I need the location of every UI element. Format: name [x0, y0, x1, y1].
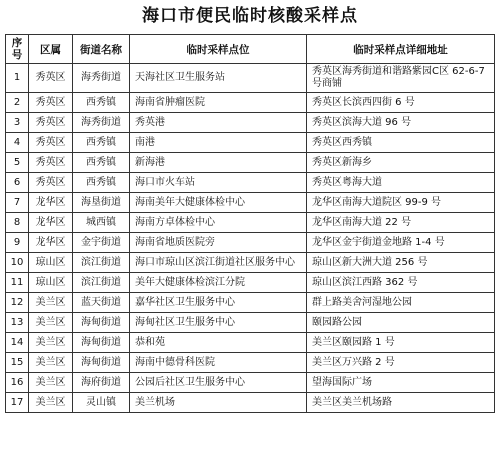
cell-site: 南港: [130, 133, 307, 153]
cell-district: 秀英区: [29, 113, 73, 133]
cell-site: 美兰机场: [130, 393, 307, 413]
cell-district: 琼山区: [29, 273, 73, 293]
table-row: [6, 373, 495, 393]
cell-no: 1: [6, 64, 29, 93]
cell-address: 秀英区海秀街道和谐路紫园C区 62-6-7号商铺: [307, 64, 495, 93]
page-title: 海口市便民临时核酸采样点: [142, 6, 358, 26]
table-row: [6, 64, 495, 93]
header-site: 临时采样点位: [130, 35, 307, 64]
cell-street: 滨江街道: [73, 253, 130, 273]
cell-no: 8: [6, 213, 29, 233]
cell-site: 海口市火车站: [130, 173, 307, 193]
cell-street: 西秀镇: [73, 93, 130, 113]
cell-district: 美兰区: [29, 353, 73, 373]
table-row: [6, 153, 495, 173]
cell-site: 海甸社区卫生服务中心: [130, 313, 307, 333]
header-no-label: 序号: [11, 37, 23, 61]
cell-address: 美兰区美兰机场路: [307, 393, 495, 413]
cell-address: 美兰区颐园路 1 号: [307, 333, 495, 353]
cell-no: 13: [6, 313, 29, 333]
table-row: [6, 133, 495, 153]
cell-district: 秀英区: [29, 64, 73, 93]
cell-street: 海甸街道: [73, 333, 130, 353]
cell-district: 秀英区: [29, 93, 73, 113]
cell-address: 龙华区南海大道院区 99-9 号: [307, 193, 495, 213]
cell-district: 美兰区: [29, 333, 73, 353]
cell-no: 4: [6, 133, 29, 153]
cell-no: 11: [6, 273, 29, 293]
table-row: [6, 253, 495, 273]
cell-street: 蓝天街道: [73, 293, 130, 313]
cell-address: 龙华区金宇街道金地路 1-4 号: [307, 233, 495, 253]
table-body: [6, 64, 495, 413]
cell-address: 秀英区西秀镇: [307, 133, 495, 153]
cell-street: 西秀镇: [73, 133, 130, 153]
cell-address: 秀英区新海乡: [307, 153, 495, 173]
table-row: [6, 393, 495, 413]
cell-site: 美年大健康体检滨江分院: [130, 273, 307, 293]
cell-street: 城西镇: [73, 213, 130, 233]
table-row: [6, 193, 495, 213]
cell-address: 龙华区南海大道 22 号: [307, 213, 495, 233]
cell-site: 海南美年大健康体检中心: [130, 193, 307, 213]
cell-street: 海秀街道: [73, 64, 130, 93]
cell-district: 秀英区: [29, 153, 73, 173]
cell-site: 嘉华社区卫生服务中心: [130, 293, 307, 313]
cell-address: 群上路美舍河湿地公园: [307, 293, 495, 313]
cell-no: 7: [6, 193, 29, 213]
cell-district: 美兰区: [29, 393, 73, 413]
header-no: [6, 35, 29, 64]
cell-site: 海南方卓体检中心: [130, 213, 307, 233]
cell-site: 新海港: [130, 153, 307, 173]
cell-site: 海口市琼山区滨江街道社区服务中心: [130, 253, 307, 273]
cell-street: 海甸街道: [73, 313, 130, 333]
cell-district: 美兰区: [29, 293, 73, 313]
cell-no: 2: [6, 93, 29, 113]
table-header-row: [6, 35, 495, 64]
cell-district: 美兰区: [29, 373, 73, 393]
cell-district: 秀英区: [29, 133, 73, 153]
cell-address: 美兰区万兴路 2 号: [307, 353, 495, 373]
cell-street: 西秀镇: [73, 173, 130, 193]
cell-address: 秀英区粤海大道: [307, 173, 495, 193]
cell-street: 海秀街道: [73, 113, 130, 133]
cell-site: 秀英港: [130, 113, 307, 133]
table-row: [6, 293, 495, 313]
cell-no: 5: [6, 153, 29, 173]
header-street: 街道名称: [73, 35, 130, 64]
table-row: [6, 93, 495, 113]
table-row: [6, 173, 495, 193]
cell-street: 金宇街道: [73, 233, 130, 253]
cell-district: 琼山区: [29, 253, 73, 273]
cell-address: 颐园路公园: [307, 313, 495, 333]
cell-no: 12: [6, 293, 29, 313]
header-district: 区属: [29, 35, 73, 64]
cell-district: 美兰区: [29, 313, 73, 333]
table-row: [6, 233, 495, 253]
cell-no: 14: [6, 333, 29, 353]
cell-address: 琼山区新大洲大道 256 号: [307, 253, 495, 273]
cell-district: 龙华区: [29, 193, 73, 213]
cell-address: 秀英区滨海大道 96 号: [307, 113, 495, 133]
cell-street: 海府街道: [73, 373, 130, 393]
sampling-sites-table: [5, 34, 495, 413]
cell-no: 6: [6, 173, 29, 193]
cell-district: 秀英区: [29, 173, 73, 193]
cell-no: 9: [6, 233, 29, 253]
cell-street: 海垦街道: [73, 193, 130, 213]
table-row: [6, 353, 495, 373]
cell-street: 西秀镇: [73, 153, 130, 173]
table-row: [6, 313, 495, 333]
cell-no: 3: [6, 113, 29, 133]
cell-no: 17: [6, 393, 29, 413]
cell-no: 16: [6, 373, 29, 393]
cell-site: 恭和苑: [130, 333, 307, 353]
table-row: [6, 113, 495, 133]
cell-no: 15: [6, 353, 29, 373]
cell-street: 海甸街道: [73, 353, 130, 373]
cell-address: 秀英区长滨西四街 6 号: [307, 93, 495, 113]
cell-address: 望海国际广场: [307, 373, 495, 393]
table-row: [6, 333, 495, 353]
header-address: 临时采样点详细地址: [307, 35, 495, 64]
cell-site: 海南省地质医院旁: [130, 233, 307, 253]
table-row: [6, 273, 495, 293]
cell-street: 滨江街道: [73, 273, 130, 293]
cell-no: 10: [6, 253, 29, 273]
cell-street: 灵山镇: [73, 393, 130, 413]
cell-site: 海南省肿瘤医院: [130, 93, 307, 113]
cell-site: 天海社区卫生服务站: [130, 64, 307, 93]
cell-site: 公园后社区卫生服务中心: [130, 373, 307, 393]
cell-district: 龙华区: [29, 233, 73, 253]
cell-district: 龙华区: [29, 213, 73, 233]
cell-site: 海南中德骨科医院: [130, 353, 307, 373]
cell-address: 琼山区滨江西路 362 号: [307, 273, 495, 293]
table-row: [6, 213, 495, 233]
